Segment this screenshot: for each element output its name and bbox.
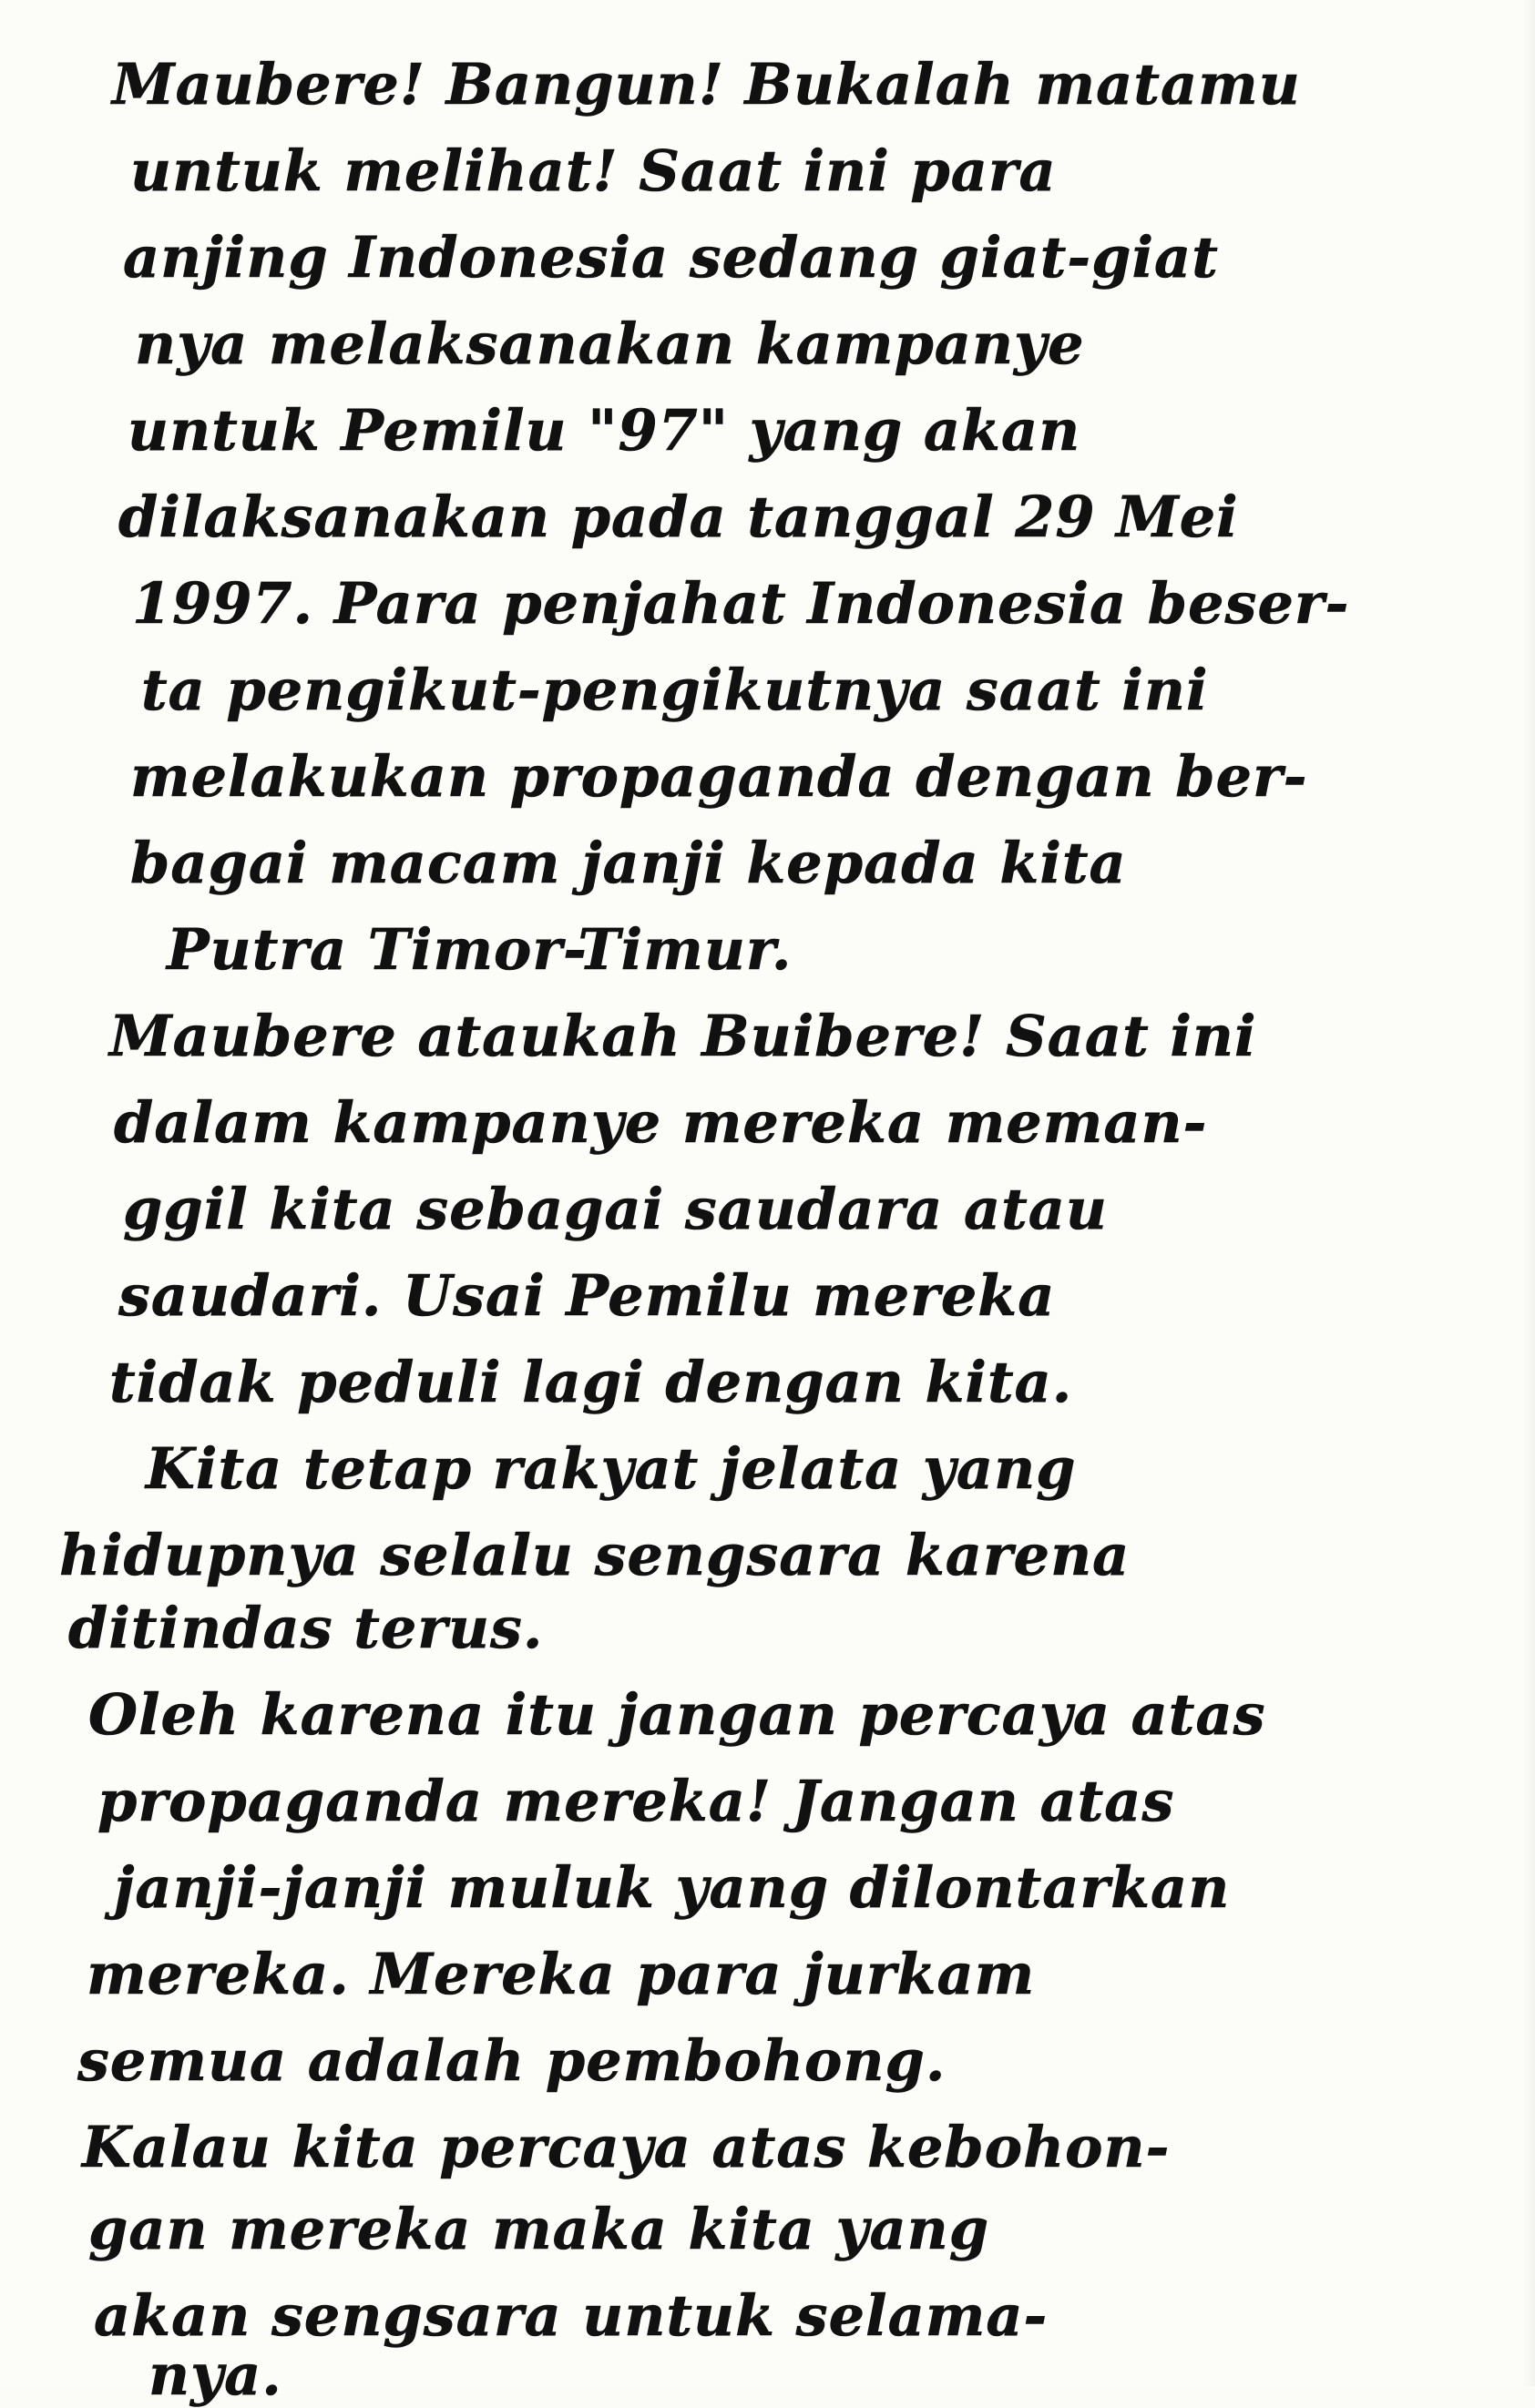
handwritten-letter-page: Maubere! Bangun! Bukalah matamu untuk melihat! Saat ini para anjing Indonesia sedang giat-giat nya melaksanakan kampanye untuk Pemilu "97" yang akan dilaksanakan pada tanggal 29 Mei 1997. Para penjahat Indonesia beser- ta pengikut-pengikutnya saat ini melakukan propaganda dengan ber- bagai macam janji kepada kita Putra Timor-Timur. Maubere ataukah Buibere! Saat ini dalam kampanye mereka meman- ggil kita sebagai saudara atau saudari. Usai Pemilu mereka tidak peduli lagi dengan kita. Kita tetap rakyat jelata yang hidupnya selalu sengsara karena ditindas terus. Oleh karena itu jangan percaya atas propaganda mereka! Jangan atas janji-janji muluk yang dilontarkan mereka. Mereka para jurkam semua adalah pembohong. Kalau kita percaya atas kebohon- gan mereka maka kita yang akan sengsara untuk selama- nya. [0,0,1535,2386]
page-edge-shadow [1522,0,1535,2386]
